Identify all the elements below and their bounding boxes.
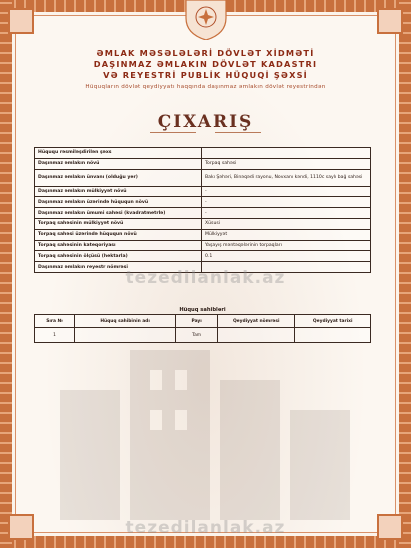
row-value — [202, 148, 371, 159]
table-row — [35, 186, 371, 197]
column-header: Qeydiyyat tarixi — [295, 315, 371, 328]
table-row — [35, 158, 371, 169]
column-header: Hüquq sahibinin adı — [74, 315, 175, 328]
row-key: Daşınmaz əmlakın ümumi sahəsi (kvadratmetrlə) — [35, 208, 202, 219]
header-line-2: DAŞINMAZ ƏMLAKIN DÖVLƏT KADASTRI — [93, 59, 318, 69]
building-watermark-image — [40, 330, 370, 520]
table-row — [35, 169, 371, 186]
owners-title: Hüquq sahibləri — [179, 307, 226, 313]
row-key: Daşınmaz əmlakın ünvanı (olduğu yer) — [35, 169, 202, 186]
state-emblem-icon — [180, 0, 232, 40]
corner-ornament — [377, 8, 403, 34]
header-subtitle: Hüquqların dövlət qeydiyyatı haqqında daşınmaz əmlakın dövlət reyestrindən — [85, 84, 326, 90]
table-row — [35, 229, 371, 240]
owner-share: Tam — [176, 328, 218, 343]
header-line-1: ƏMLAK MƏSƏLƏLƏRİ DÖVLƏT XİDMƏTİ — [96, 48, 315, 58]
watermark-text: tezedilanlak.az — [125, 518, 286, 538]
column-header: Sıra № — [35, 315, 75, 328]
table-header-row — [35, 315, 371, 328]
column-header: Payı — [176, 315, 218, 328]
row-value: Bakı Şəhəri, Binəqədi rayonu, Novxanı kəndi, 1110c saylı bağ sahəsi — [202, 169, 371, 186]
row-value: Xüsusi — [202, 218, 371, 229]
row-value: Mülkiyyət — [202, 229, 371, 240]
row-key: Daşınmaz əmlakın mülkiyyət növü — [35, 186, 202, 197]
row-key: Torpaq sahəsinin ölçüsü (hektarla) — [35, 251, 202, 262]
row-key: Torpaq sahəsi üzərində hüququn növü — [35, 229, 202, 240]
row-key: Daşınmaz əmlakın növü — [35, 158, 202, 169]
table-row — [35, 208, 371, 219]
header-line-3: VƏ REYESTRİ PUBLİK HÜQUQİ ŞƏXSİ — [103, 70, 308, 80]
title-divider — [215, 132, 261, 133]
table-row — [35, 240, 371, 251]
row-value: - — [202, 197, 371, 208]
table-row — [35, 251, 371, 262]
registration-date — [295, 328, 371, 343]
registration-number — [218, 328, 295, 343]
row-value: Yaşayış məntəqələrinin torpaqları — [202, 240, 371, 251]
row-key: Torpaq sahəsinin mülkiyyət növü — [35, 218, 202, 229]
table-row — [35, 328, 371, 343]
column-header: Qeydiyyat nömrəsi — [218, 315, 295, 328]
owners-table — [34, 314, 371, 343]
title-divider — [150, 132, 196, 133]
row-value: - — [202, 186, 371, 197]
table-row — [35, 218, 371, 229]
row-key: Daşınmaz əmlakın reyestr nömrəsi — [35, 262, 202, 273]
row-value: Torpaq sahəsi — [202, 158, 371, 169]
owner-name — [74, 328, 175, 343]
row-key: Torpaq sahəsinin kateqoriyası — [35, 240, 202, 251]
table-row — [35, 197, 371, 208]
row-value: 0.1 — [202, 251, 371, 262]
owner-index: 1 — [35, 328, 75, 343]
document-title: ÇIXARIŞ — [157, 112, 254, 132]
row-key: Daşınmaz əmlakın üzərində hüququn növü — [35, 197, 202, 208]
row-key: Hüququ rəsmiləşdirilən şəxs — [35, 148, 202, 159]
watermark-text: tezedilanlak.az — [125, 268, 286, 288]
corner-ornament — [8, 8, 34, 34]
table-row — [35, 148, 371, 159]
property-info-table — [34, 147, 371, 273]
row-value: - — [202, 208, 371, 219]
